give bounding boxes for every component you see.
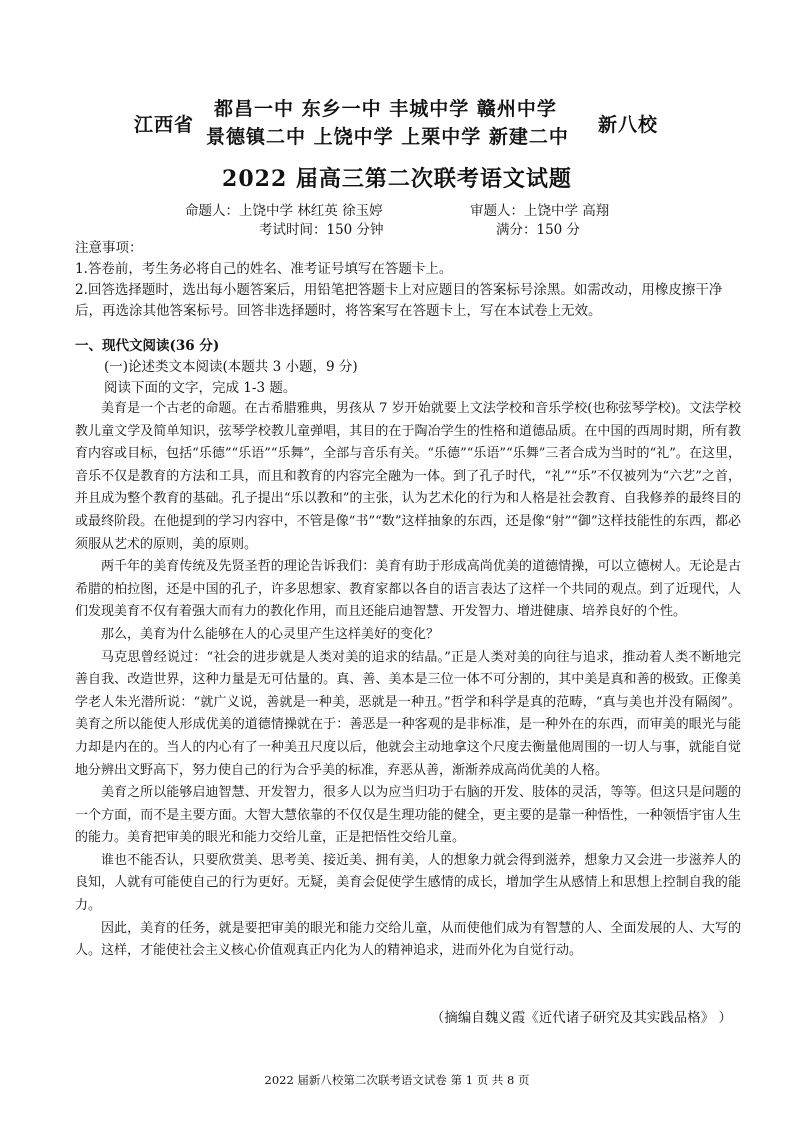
author-line: 命题人：上饶中学 林红英 徐玉婷 <box>185 203 383 219</box>
article-paragraph: 谁也不能否认，只要欣赏美、思考美、接近美、拥有美，人的想象力就会得到滋养，想象力又会进一步滋养人的良知，人就有可能使自己的行为更好。无疑，美育会促使学生感情的成长，增加学生从感情上和思想上控制自我的能力。 <box>75 852 741 914</box>
header-schools-row2: 景德镇二中 上饶中学 上栗中学 新建二中 <box>206 126 569 148</box>
notice-heading: 注意事项： <box>75 240 143 256</box>
time-line: 考试时间：150 分钟 <box>259 222 384 238</box>
section-subheading: (一)论述类文本阅读(本题共 3 小题，9 分) <box>104 359 358 375</box>
article-paragraph: 因此，美育的任务，就是要把审美的眼光和能力交给儿童，从而使他们成为有智慧的人、全面发展的人、大写的人。这样，才能使社会主义核心价值观真正内化为人的精神追求，进而外化为自觉行动。 <box>75 920 741 959</box>
section-heading: 一、现代文阅读(36 分) <box>75 338 220 354</box>
score-line: 满分：150 分 <box>496 222 581 238</box>
article-paragraph: 马克思曾经说过：“社会的进步就是人类对美的追求的结晶。”正是人类对美的向往与追求，推动着人类不断地完善自我、改造世界，这种力量是无可估量的。真、善、美本是三位一体不可分割的，其中美是真和善的极致。正像美学老人朱光潜所说：“就广义说，善就是一种美，恶就是一种丑。”哲学和科学是真的范畴，“真与美也并没有隔阂”。美育之所以能使人形成优美的道德情操就在于：善恶是一种客观的是非标准，是一种外在的东西，而审美的眼光与能力却是内在的。当人的内心有了一种美丑尺度以后，他就会主动地拿这个尺度去衡量他周围的一切人与事，就能自觉地分辨出文野高下，努力使自己的行为合乎美的标准，弃恶从善，渐渐养成高尚优美的人格。 <box>75 649 741 778</box>
article-paragraph: 那么，美育为什么能够在人的心灵里产生这样美好的变化？ <box>101 626 440 642</box>
reviewer-line: 审题人：上饶中学 高翔 <box>470 203 610 219</box>
article-citation: （摘编自魏义霞《近代诸子研究及其实践品格》 ） <box>430 1010 732 1026</box>
header-schools-row1: 都昌一中 东乡一中 丰城中学 赣州中学 <box>214 98 557 120</box>
section-instruction: 阅读下面的文字，完成 1-3 题。 <box>104 380 297 396</box>
exam-header <box>0 92 794 152</box>
notice-item-1: 1.答卷前，考生务必将自己的姓名、准考证号填写在答题卡上。 <box>75 261 453 277</box>
exam-title: 2022 届高三第二次联考语文试题 <box>222 166 572 192</box>
page-footer: 2022 届新八校第二次联考语文试卷 第 1 页 共 8 页 <box>264 1073 530 1087</box>
article-paragraph: 两千年的美育传统及先贤圣哲的理论告诉我们：美育有助于形成高尚优美的道德情操，可以立德树人。无论是古希腊的柏拉图，还是中国的孔子，许多思想家、教育家都以各自的语言表达了这样一个共同的观点。到了近现代，人们发现美育不仅有着强大而有力的教化作用，而且还能启迪智慧、开发智力、增进健康、培养良好的个性。 <box>75 559 741 620</box>
article-body <box>75 398 741 963</box>
article-paragraph: 美育是一个古老的命题。在古希腊雅典，男孩从 7 岁开始就要上文法学校和音乐学校(也称弦琴学校)。文法学校教儿童文学及简单知识，弦琴学校教儿童弹唱，其目的在于陶冶学生的性格和道德品质。在中国的西周时期，所有教育内容或目标，包括“乐德”“乐语”“乐舞”，全部与音乐有关。“乐德”“乐语”“乐舞”三者合成为当时的“礼”。在这里，音乐不仅是教育的方法和工具，而且和教育的内容完全融为一体。到了孔子时代，“礼”“乐”不仅被列为“六艺”之首，并且成为整个教育的基础。孔子提出“乐以教和”的主张，认为艺术化的行为和人格是社会教育、自我修养的最终目的或最终阶段。在他提到的学习内容中，不管是像“书”“数”这样抽象的东西，还是像“射”“御”这样技能性的东西，都必须服从艺术的原则，美的原则。 <box>75 401 741 552</box>
notice-item-2: 2.回答选择题时，选出每小题答案后，用铅笔把答题卡上对应题目的答案标号涂黑。如需改动，用橡皮擦干净后，再选涂其他答案标号。回答非选择题时，将答案写在答题卡上，写在本试卷上无效。 <box>75 282 723 319</box>
header-suffix: 新八校 <box>598 114 659 136</box>
header-province: 江西省 <box>134 114 195 136</box>
article-paragraph: 美育之所以能够启迪智慧、开发智力，很多人以为应当归功于右脑的开发、肢体的灵活，等等。但这只是问题的一个方面，而不是主要方面。大智大慧依靠的不仅仅是生理功能的健全，更主要的是靠一种悟性，一种领悟宇宙人生的能力。美育把审美的眼光和能力交给儿童，正是把悟性交给儿童。 <box>75 785 741 846</box>
